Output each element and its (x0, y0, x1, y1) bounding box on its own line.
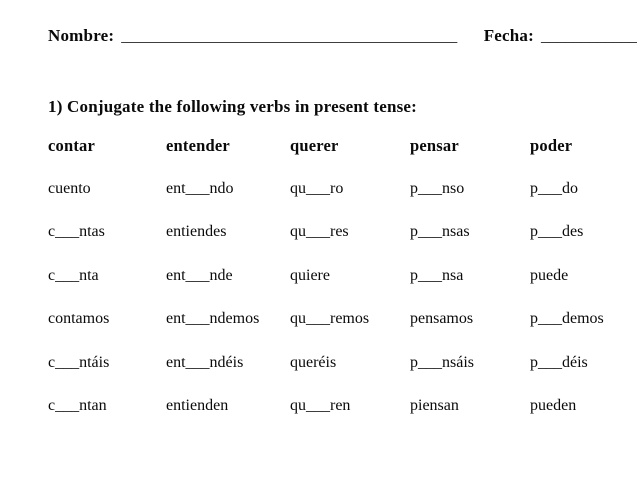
nombre-field (48, 26, 457, 46)
conjugation-cell: p___demos (530, 310, 604, 327)
conjugation-cell: c___ntan (48, 397, 107, 414)
verb-column-contar (48, 136, 166, 441)
conjugation-cell: p___do (530, 179, 578, 197)
verb-column-entender (166, 136, 290, 441)
conjugation-cell: qu___res (290, 223, 349, 240)
conjugation-cell: c___ntáis (48, 353, 110, 371)
conjugation-cell: entienden (166, 397, 229, 414)
verb-header: poder (530, 136, 573, 155)
verb-column-querer (290, 136, 410, 441)
fecha-blank-line: ____________ (541, 28, 637, 45)
conjugation-cell: entiendes (166, 223, 227, 240)
conjugation-cell: p___nsáis (410, 353, 474, 371)
conjugation-cell: c___nta (48, 266, 99, 284)
verb-column-pensar (410, 136, 530, 441)
conjugation-cell: ent___nde (166, 266, 233, 284)
conjugation-cell: qu___remos (290, 310, 370, 327)
conjugation-cell: p___nsas (410, 223, 470, 240)
conjugation-cell: quiere (290, 266, 330, 284)
conjugation-cell: pueden (530, 397, 577, 414)
conjugation-cell: p___nsa (410, 266, 464, 284)
conjugation-cell: qu___ro (290, 179, 344, 197)
conjugation-cell: ent___ndo (166, 179, 234, 197)
name-date-row (48, 26, 637, 46)
conjugation-cell: puede (530, 266, 569, 284)
verb-header: entender (166, 136, 230, 155)
conjugation-cell: ent___ndemos (166, 310, 260, 327)
conjugation-cell: p___nso (410, 179, 465, 197)
verb-column-poder (530, 136, 637, 441)
verb-header: pensar (410, 136, 459, 155)
conjugation-cell: ent___ndéis (166, 353, 244, 371)
conjugation-cell: piensan (410, 397, 459, 414)
conjugation-cell: p___des (530, 223, 584, 240)
conjugation-cell: qu___ren (290, 397, 351, 414)
fecha-label: Fecha: (483, 26, 534, 45)
nombre-label: Nombre: (48, 26, 115, 45)
conjugation-table (48, 136, 637, 441)
exercise-title: 1) Conjugate the following verbs in present tense: (48, 97, 418, 116)
conjugation-cell: cuento (48, 179, 91, 197)
verb-header: querer (290, 136, 339, 155)
nombre-blank-line: __________________________________________ (121, 28, 458, 45)
verb-header: contar (48, 136, 96, 155)
conjugation-cell: p___déis (530, 353, 588, 371)
conjugation-cell: contamos (48, 310, 110, 327)
conjugation-cell: queréis (290, 353, 337, 371)
fecha-field (484, 26, 637, 46)
conjugation-cell: c___ntas (48, 223, 105, 240)
conjugation-cell: pensamos (410, 310, 474, 327)
